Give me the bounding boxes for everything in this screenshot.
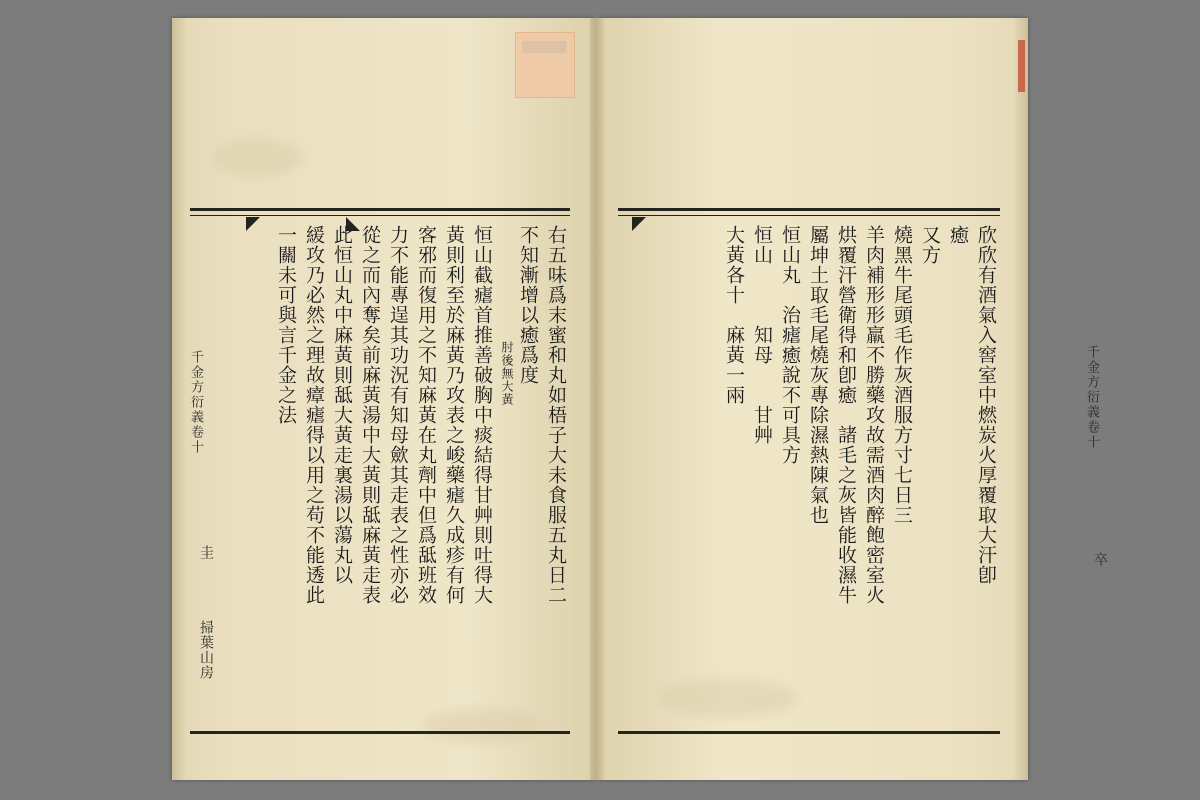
right-page-number: 卒 [1092, 552, 1108, 566]
text-column: 不知漸增以癒爲度 [517, 225, 539, 385]
left-text-frame [190, 208, 570, 734]
left-page [172, 18, 594, 780]
text-column: 燒黑牛尾頭毛作灰酒服方寸七日三 [891, 225, 913, 525]
left-page-number: 圭 [198, 545, 214, 559]
frame-inner-rule [618, 215, 1000, 216]
text-column: 屬坤土取毛尾燒灰專除濕熱陳氣也 [807, 225, 829, 525]
text-column: 烘覆汗營衛得和卽癒 諸毛之灰皆能收濕牛 [835, 225, 857, 605]
publisher-colophon: 掃葉山房 [198, 620, 214, 680]
text-column: 羊肉補形形羸不勝藥攻故需酒肉醉飽密室火 [863, 225, 885, 605]
text-column: 恒山截瘧首推善破胸中痰結得甘艸則吐得大 [471, 225, 493, 605]
text-column: 從之而內奪矣前麻黃湯中大黃則䑛麻黃走表 [359, 225, 381, 605]
text-column: 緩攻乃必然之理故瘴瘧得以用之苟不能透此 [303, 225, 325, 605]
left-banxin-title: 千金方衍義卷十 [188, 350, 203, 455]
text-column: 欣欣有酒氣入窖室中燃炭火厚覆取大汗卽 [975, 225, 997, 585]
paper-blotch [212, 138, 302, 178]
frame-inner-rule [190, 215, 570, 216]
text-column: 癒 [947, 225, 969, 245]
book-gutter [590, 18, 604, 780]
right-banxin-title: 千金方衍義卷十 [1084, 345, 1099, 450]
sticker-bar [522, 41, 566, 53]
repair-sticker [515, 32, 575, 98]
text-column: 黃則利至於麻黃乃攻表之峻藥瘧久成疹有何 [443, 225, 465, 605]
text-column-note: 肘後無大黃 [500, 341, 514, 406]
text-column: 一關未可與言千金之法 [275, 225, 297, 425]
red-edge-mark [1018, 40, 1025, 92]
text-column: 恒山 知母 甘艸 [751, 225, 773, 445]
text-column: 力不能專逞其功況有知母歛其走表之性亦必 [387, 225, 409, 605]
left-page-columns [190, 221, 570, 725]
right-page-columns [618, 221, 1000, 725]
right-page [598, 18, 1028, 780]
text-column: 此恒山丸中麻黃則䑛大黃走裏湯以蕩丸以 [331, 225, 353, 585]
text-column: 客邪而復用之不知麻黃在丸劑中但爲䑛班效 [415, 225, 437, 605]
text-column: 又方 [919, 225, 941, 265]
text-column: 大黃各十 麻黃一兩 [723, 225, 745, 405]
text-column: 右五味爲末蜜和丸如梧子大未食服五丸日二 [545, 225, 567, 605]
open-book [172, 18, 1028, 780]
right-page-edge [1012, 18, 1028, 780]
right-text-frame [618, 208, 1000, 734]
text-column: 恒山丸 治瘧癒說不可具方 [779, 225, 801, 465]
